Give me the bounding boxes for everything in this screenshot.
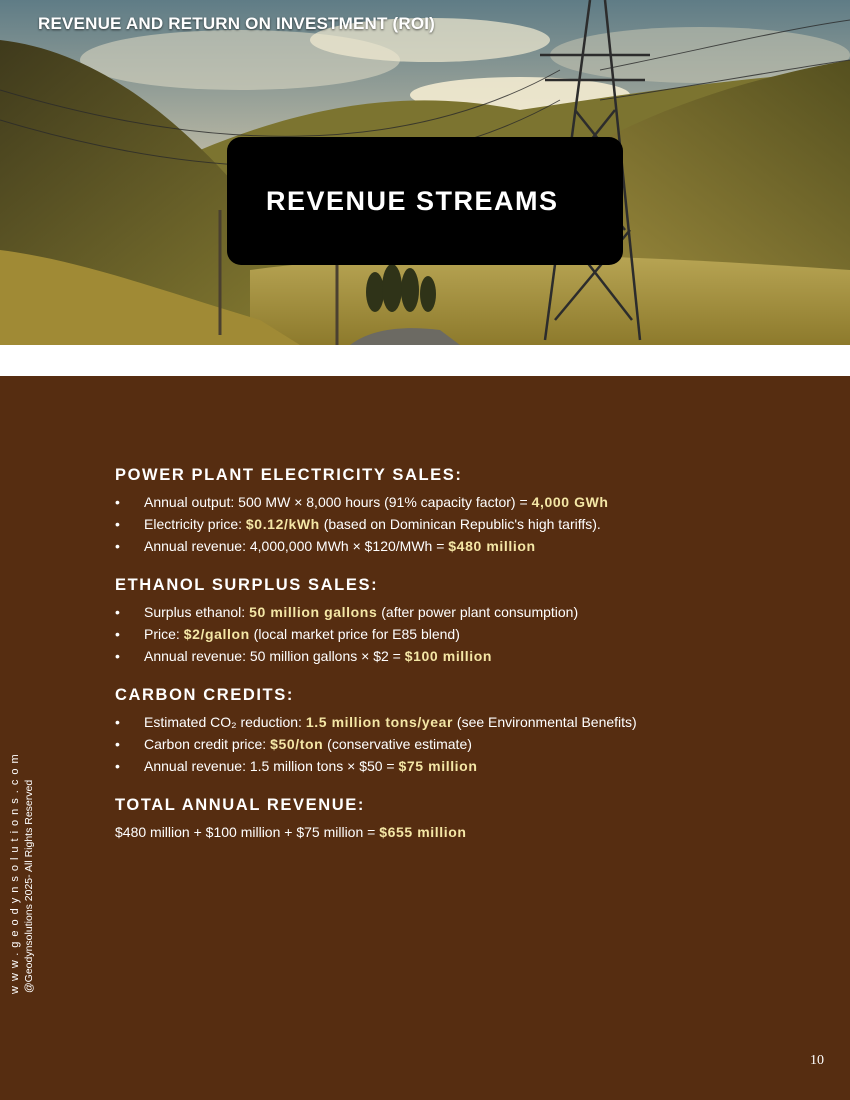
list-item: [115, 755, 815, 777]
copyright-text: @Geodynsolutions 2025- All Rights Reserved: [23, 779, 35, 993]
item-text: Annual revenue: 50 million gallons × $2 =: [144, 648, 405, 664]
bullet: •: [115, 736, 120, 752]
item-text: Estimated CO₂ reduction:: [144, 714, 306, 730]
bullet: •: [115, 648, 120, 664]
item-highlight: 1.5 million tons/year: [305, 714, 454, 730]
bullet: •: [115, 714, 120, 730]
bullet: •: [115, 494, 120, 510]
item-highlight: $75 million: [398, 758, 478, 774]
revenue-content: [115, 466, 815, 862]
section-power-plant: [115, 466, 815, 557]
total-highlight: $655 million: [379, 824, 467, 840]
total-line: [115, 821, 815, 843]
item-text: (after power plant consumption): [377, 604, 579, 620]
section-title: POWER PLANT ELECTRICITY SALES:: [115, 466, 463, 484]
item-highlight: $100 million: [404, 648, 493, 664]
website-url: www.geodynsolutions.com: [9, 749, 21, 994]
section-ethanol: [115, 576, 815, 667]
list-item: [115, 535, 815, 557]
item-text: Annual revenue: 4,000,000 MWh × $120/MWh =: [144, 538, 449, 554]
bullet: •: [115, 516, 120, 532]
item-text: Annual output: 500 MW × 8,000 hours (91% capacity factor) =: [144, 494, 532, 510]
list-item: [115, 645, 815, 667]
list-item: [115, 491, 815, 513]
bullet: •: [115, 538, 120, 554]
section-title: CARBON CREDITS:: [115, 686, 294, 704]
list-item: [115, 623, 815, 645]
item-text: (local market price for E85 blend): [249, 626, 460, 642]
list-item: [115, 513, 815, 535]
item-text: Carbon credit price:: [144, 736, 271, 752]
item-highlight: 4,000 GWh: [531, 494, 609, 510]
bullet: •: [115, 626, 120, 642]
list-item: [115, 711, 815, 733]
item-text: (see Environmental Benefits): [453, 714, 637, 730]
item-text: Electricity price:: [144, 516, 246, 532]
item-highlight: $50/ton: [270, 736, 324, 752]
bullet: •: [115, 604, 120, 620]
page-number: 10: [810, 1053, 824, 1068]
section-title: TOTAL ANNUAL REVENUE:: [115, 796, 365, 814]
hero-image: [0, 0, 850, 345]
section-carbon-credits: [115, 686, 815, 777]
item-highlight: 50 million gallons: [249, 604, 378, 620]
list-item: [115, 733, 815, 755]
page-title: REVENUE STREAMS: [266, 186, 559, 216]
item-text: Annual revenue: 1.5 million tons × $50 =: [144, 758, 399, 774]
item-highlight: $480 million: [448, 538, 536, 554]
item-text: (conservative estimate): [323, 736, 472, 752]
sidebar-text: [8, 749, 36, 994]
list-item: [115, 601, 815, 623]
section-title: ETHANOL SURPLUS SALES:: [115, 576, 379, 594]
item-highlight: $2/gallon: [183, 626, 250, 642]
section-total: [115, 796, 815, 843]
bullet: •: [115, 758, 120, 774]
item-text: Surplus ethanol:: [144, 604, 250, 620]
total-text: $480 million + $100 million + $75 million =: [115, 824, 380, 840]
item-text: (based on Dominican Republic's high tariffs).: [319, 516, 601, 532]
section-header-label: REVENUE AND RETURN ON INVESTMENT (ROI): [38, 14, 436, 33]
item-highlight: $0.12/kWh: [245, 516, 320, 532]
item-text: Price:: [144, 626, 184, 642]
